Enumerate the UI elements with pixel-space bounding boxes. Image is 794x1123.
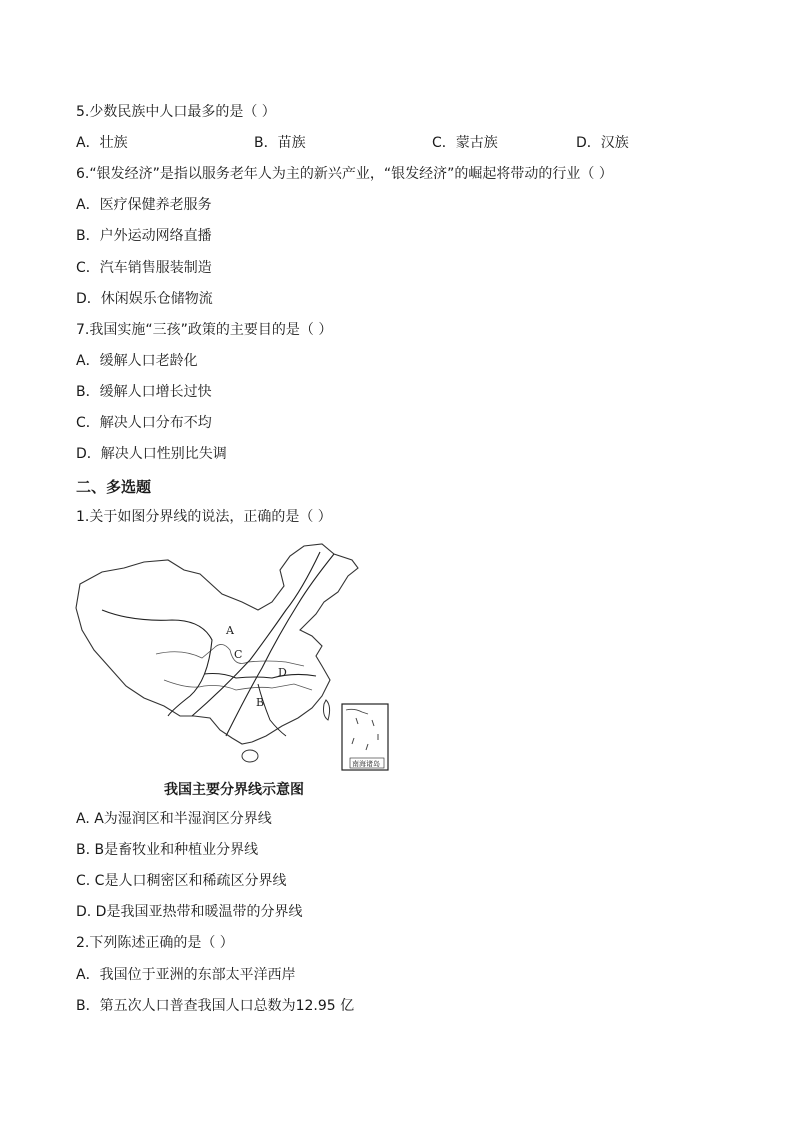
question-7-option-b: B．缓解人口增长过快 [76, 384, 212, 400]
question-6-stem: 6.“银发经济”是指以服务老年人为主的新兴产业，“银发经济”的崛起将带动的行业（ ） [76, 166, 613, 182]
taiwan-island [324, 700, 330, 720]
option-d: D．汉族 [576, 135, 629, 151]
label-d: D [278, 666, 287, 679]
boundary-line-b-south [258, 684, 286, 736]
label-a: A [226, 624, 234, 637]
boundary-line-a [102, 610, 212, 716]
question-6-option-d: D．休闲娱乐仓储物流 [76, 291, 213, 307]
multi-question-1-option-b: B. B是畜牧业和种植业分界线 [76, 842, 259, 858]
option-a: A．壮族 [76, 135, 128, 151]
label-b: B [256, 696, 265, 709]
boundary-line-c [226, 554, 334, 736]
boundary-line-d [204, 674, 316, 679]
multi-question-1-option-a: A. A为湿润区和半湿润区分界线 [76, 811, 272, 827]
question-6-option-c: C．汽车销售服装制造 [76, 260, 212, 276]
china-boundary-map [72, 540, 394, 774]
yangtze-river [164, 680, 312, 690]
multi-question-1-option-d: D. D是我国亚热带和暖温带的分界线 [76, 904, 303, 920]
question-7-option-c: C．解决人口分布不均 [76, 415, 212, 431]
option-b: B．苗族 [254, 135, 306, 151]
question-7-stem: 7.我国实施“三孩”政策的主要目的是（ ） [76, 322, 333, 338]
multi-question-2-stem: 2.下列陈述正确的是（ ） [76, 935, 234, 951]
multi-question-2-option-b: B．第五次人口普查我国人口总数为12.95 亿 [76, 998, 355, 1014]
question-5-options [76, 133, 716, 153]
yellow-river [156, 644, 304, 666]
multi-question-1-stem: 1.关于如图分界线的说法，正确的是（ ） [76, 509, 332, 525]
label-c: C [234, 648, 243, 661]
question-7-option-d: D．解决人口性别比失调 [76, 446, 227, 462]
question-7-option-a: A．缓解人口老龄化 [76, 353, 198, 369]
multi-question-1-option-c: C. C是人口稠密区和稀疏区分界线 [76, 873, 287, 889]
inset-label: 南海诸岛 [352, 760, 380, 768]
question-6-option-b: B．户外运动网络直播 [76, 228, 212, 244]
option-c: C．蒙古族 [432, 135, 498, 151]
question-5-stem: 5.少数民族中人口最多的是（ ） [76, 104, 276, 120]
section-title: 二、多选题 [76, 478, 152, 496]
question-6-option-a: A．医疗保健养老服务 [76, 197, 212, 213]
multi-question-2-option-a: A．我国位于亚洲的东部太平洋西岸 [76, 967, 296, 983]
boundary-line-b [192, 552, 320, 716]
map-caption: 我国主要分界线示意图 [164, 782, 304, 798]
hainan-island [242, 750, 258, 762]
china-outline [76, 544, 358, 744]
